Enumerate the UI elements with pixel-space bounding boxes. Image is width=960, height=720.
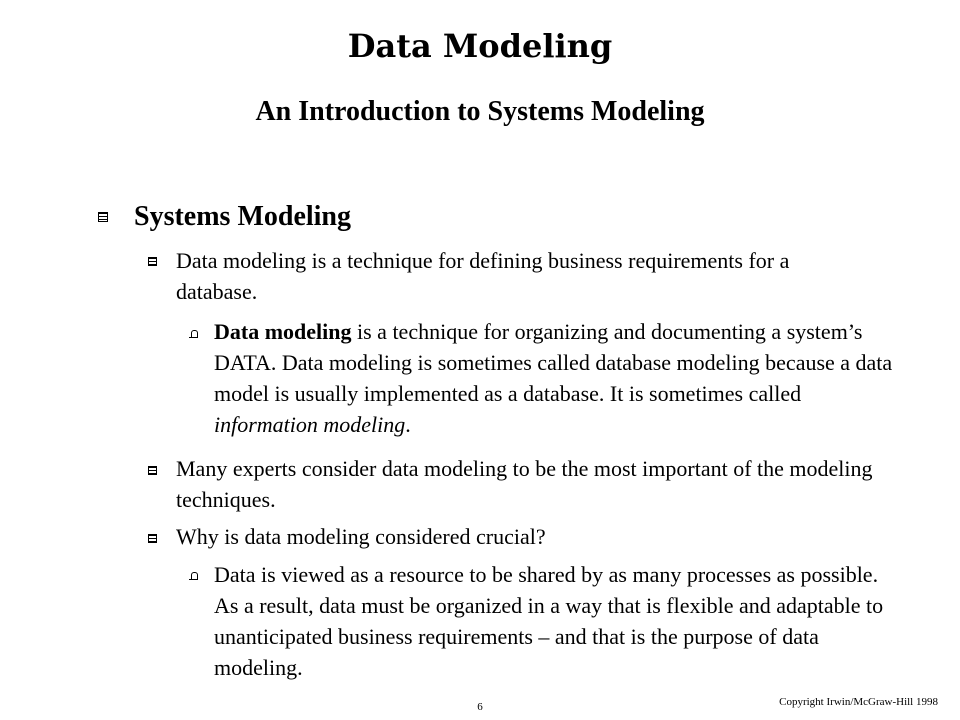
- slide-title: Data Modeling: [347, 27, 613, 65]
- mailbox-bullet-icon: [189, 572, 198, 583]
- bullet-paragraph-1: Data modeling is a technique for defining business requirements for a database.: [176, 248, 790, 304]
- bullet-paragraph-4: Why is data modeling considered crucial?: [176, 524, 546, 549]
- striped-box-bullet-icon: [148, 534, 157, 543]
- striped-box-bullet-icon: [98, 212, 108, 222]
- copyright-notice: Copyright Irwin/McGraw-Hill 1998: [779, 696, 938, 708]
- bullet-paragraph-2: [214, 316, 904, 440]
- bullet-paragraph-3: Many experts consider data modeling to be the most important of the modeling techniques.: [176, 456, 873, 512]
- striped-box-bullet-icon: [148, 257, 157, 266]
- term-data-modeling: Data modeling: [214, 319, 352, 344]
- section-heading: Systems Modeling: [134, 201, 351, 232]
- term-information-modeling: information modeling: [214, 412, 406, 437]
- page-number: 6: [477, 701, 483, 713]
- paragraph-2-end: .: [405, 412, 411, 437]
- paragraph-2-text: is a technique for organizing and documenting a system’s DATA. Data modeling is sometimes called database modeling because a data model is usually implemented as a database. It is sometimes called: [214, 319, 893, 406]
- striped-box-bullet-icon: [148, 466, 157, 475]
- mailbox-bullet-icon: [189, 330, 198, 341]
- bullet-paragraph-5: Data is viewed as a resource to be shared by as many processes as possible. As a result, data must be organized in a way that is flexible and adaptable to unanticipated business requirements – and that is the purpose of data modeling.: [214, 562, 884, 680]
- slide-subtitle: An Introduction to Systems Modeling: [255, 96, 705, 127]
